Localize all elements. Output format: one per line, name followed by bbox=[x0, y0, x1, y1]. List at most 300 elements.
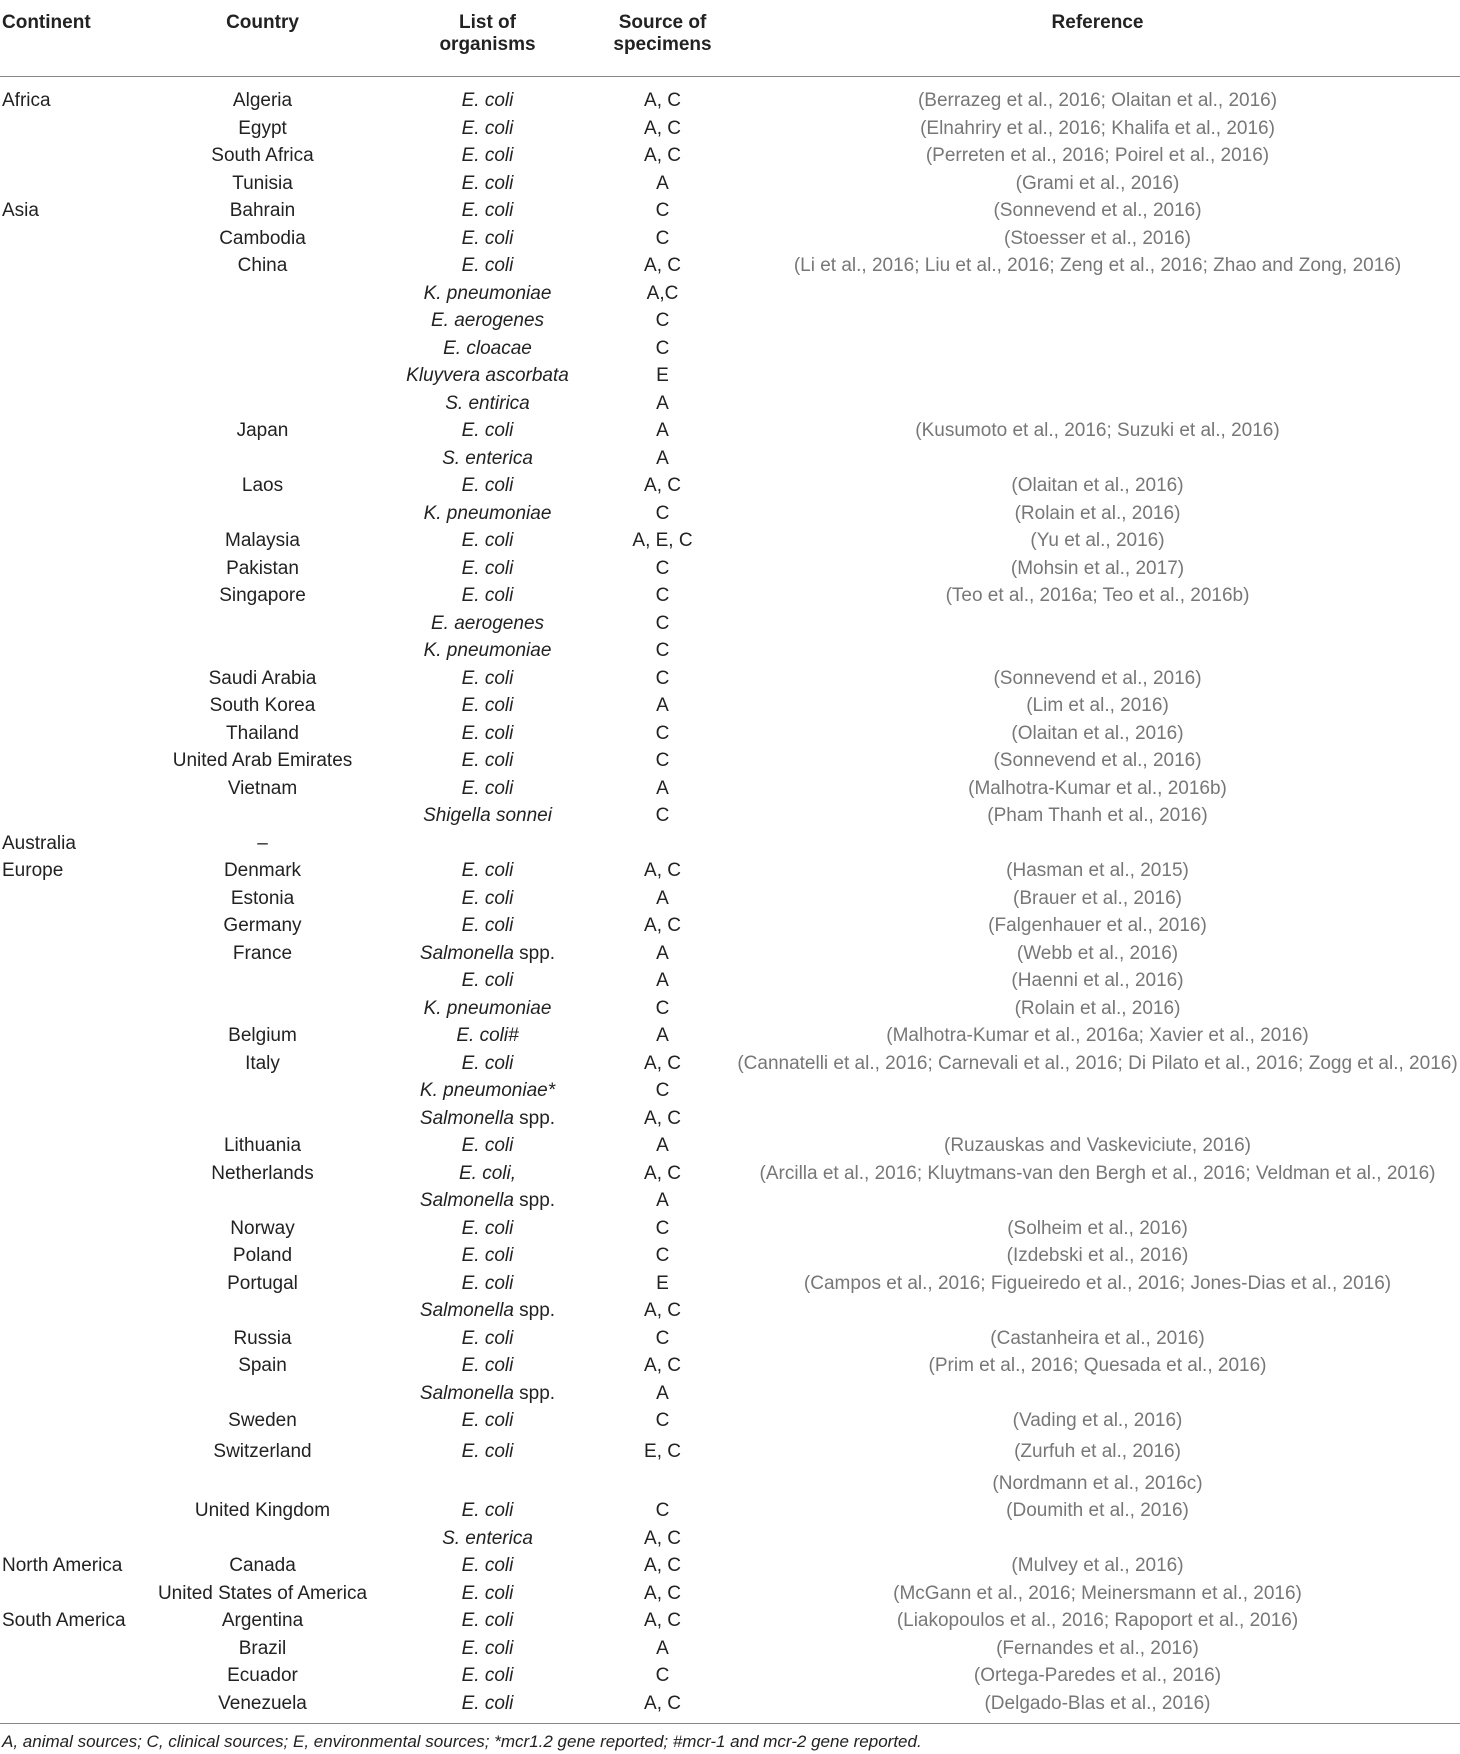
continent-cell bbox=[0, 857, 140, 885]
source-cell-text: C bbox=[655, 640, 670, 661]
country-cell-text: Algeria bbox=[232, 90, 293, 111]
table-row bbox=[0, 1242, 1460, 1270]
reference-cell-text: (Mulvey et al., 2016) bbox=[1011, 1555, 1184, 1576]
organism-cell bbox=[385, 1187, 590, 1215]
reference-cell bbox=[735, 1407, 1460, 1435]
table-row bbox=[0, 1552, 1460, 1580]
reference-cell-text: (Webb et al., 2016) bbox=[1016, 942, 1179, 964]
reference-cell-text: (Yu et al., 2016) bbox=[1030, 530, 1165, 551]
reference-cell-text: (Olaitan et al., 2016) bbox=[1011, 475, 1184, 496]
country-cell-text: Italy bbox=[245, 1052, 280, 1074]
source-cell-text: A, C bbox=[644, 1555, 681, 1576]
table-row bbox=[0, 582, 1460, 610]
source-cell bbox=[590, 1497, 735, 1525]
reference-cell bbox=[735, 115, 1460, 143]
continent-cell bbox=[0, 692, 140, 720]
reference-cell bbox=[735, 637, 1460, 665]
source-cell bbox=[590, 225, 735, 253]
organism-cell bbox=[385, 1580, 590, 1608]
country-cell bbox=[140, 1380, 385, 1408]
reference-cell-text: (Pham Thanh et al., 2016) bbox=[987, 805, 1208, 826]
continent-cell bbox=[0, 1690, 140, 1718]
table-row bbox=[0, 1187, 1460, 1215]
reference-cell bbox=[735, 1077, 1460, 1105]
organism-cell bbox=[385, 1077, 590, 1105]
source-cell bbox=[590, 1215, 735, 1243]
reference-cell bbox=[735, 747, 1460, 775]
country-cell-text: Sweden bbox=[228, 1410, 297, 1431]
source-cell bbox=[590, 1160, 735, 1188]
organism-cell-text: E. coli bbox=[461, 1500, 514, 1521]
reference-cell bbox=[735, 665, 1460, 693]
organism-cell bbox=[385, 115, 590, 143]
country-cell bbox=[140, 115, 385, 143]
organism-cell bbox=[385, 747, 590, 775]
organism-cell bbox=[385, 1132, 590, 1160]
reference-cell-text: (Mohsin et al., 2017) bbox=[1010, 557, 1185, 579]
country-cell-text: Estonia bbox=[230, 887, 295, 909]
source-cell bbox=[590, 1690, 735, 1718]
table-row bbox=[0, 692, 1460, 720]
country-cell bbox=[140, 1215, 385, 1243]
organism-cell bbox=[385, 1160, 590, 1188]
country-cell bbox=[140, 1325, 385, 1353]
source-cell-text: C bbox=[655, 1217, 670, 1239]
reference-cell bbox=[735, 692, 1460, 720]
source-cell bbox=[590, 1022, 735, 1050]
continent-cell bbox=[0, 1050, 140, 1078]
table-row bbox=[0, 610, 1460, 638]
organism-cell-text: E. coli bbox=[461, 117, 514, 139]
continent-cell bbox=[0, 830, 140, 858]
country-cell-text: Poland bbox=[232, 1245, 293, 1266]
country-cell-text: Egypt bbox=[238, 117, 287, 139]
table-row bbox=[0, 967, 1460, 995]
header-continent-label: Continent bbox=[2, 12, 91, 33]
organism-cell bbox=[385, 527, 590, 555]
table-row bbox=[0, 1352, 1460, 1380]
reference-cell bbox=[735, 527, 1460, 555]
source-cell-text: C bbox=[655, 200, 670, 221]
header-organisms bbox=[385, 0, 590, 77]
source-cell bbox=[590, 1470, 735, 1498]
organism-cell bbox=[385, 1242, 590, 1270]
organism-cell bbox=[385, 1407, 590, 1435]
table-row bbox=[0, 1580, 1460, 1608]
organism-cell bbox=[385, 692, 590, 720]
organism-cell-text: E. coli bbox=[461, 1555, 514, 1576]
country-cell bbox=[140, 197, 385, 225]
table-row bbox=[0, 940, 1460, 968]
source-cell bbox=[590, 1580, 735, 1608]
organism-cell bbox=[385, 1022, 590, 1050]
reference-cell bbox=[735, 1552, 1460, 1580]
source-cell-text: C bbox=[655, 227, 670, 249]
reference-cell-text: (Stoesser et al., 2016) bbox=[1004, 227, 1191, 249]
reference-cell bbox=[735, 1242, 1460, 1270]
country-cell bbox=[140, 307, 385, 335]
organism-cell bbox=[385, 472, 590, 500]
organism-cell bbox=[385, 912, 590, 940]
reference-cell bbox=[735, 802, 1460, 830]
reference-cell-text: (Sonnevend et al., 2016) bbox=[993, 750, 1202, 771]
source-cell bbox=[590, 197, 735, 225]
table-row bbox=[0, 1297, 1460, 1325]
country-cell-text: South Korea bbox=[209, 695, 316, 716]
source-cell bbox=[590, 1242, 735, 1270]
country-cell-text: China bbox=[237, 255, 288, 276]
reference-cell bbox=[735, 225, 1460, 253]
continent-cell bbox=[0, 1132, 140, 1160]
table-row bbox=[0, 1690, 1460, 1718]
country-cell bbox=[140, 390, 385, 418]
continent-cell bbox=[0, 472, 140, 500]
table-row bbox=[0, 280, 1460, 308]
source-cell bbox=[590, 1525, 735, 1553]
source-cell bbox=[590, 775, 735, 803]
continent-cell bbox=[0, 940, 140, 968]
continent-cell bbox=[0, 390, 140, 418]
continent-cell bbox=[0, 115, 140, 143]
header-continent bbox=[0, 0, 140, 77]
organism-cell-text: E. coli bbox=[461, 420, 514, 441]
table-row bbox=[0, 500, 1460, 528]
reference-cell bbox=[735, 1132, 1460, 1160]
country-cell bbox=[140, 1077, 385, 1105]
reference-cell-text: (Elnahriry et al., 2016; Khalifa et al., 2016) bbox=[920, 117, 1275, 139]
country-cell-text: Singapore bbox=[219, 585, 306, 606]
table-row bbox=[0, 857, 1460, 885]
source-cell-text: A, C bbox=[644, 90, 681, 111]
organism-cell bbox=[385, 307, 590, 335]
continent-cell bbox=[0, 1160, 140, 1188]
table-row bbox=[0, 1470, 1460, 1498]
table-row bbox=[0, 775, 1460, 803]
reference-cell-text: (Malhotra-Kumar et al., 2016b) bbox=[968, 777, 1227, 799]
table-row bbox=[0, 995, 1460, 1023]
organism-cell-text: E. coli bbox=[461, 1665, 514, 1686]
source-cell bbox=[590, 1187, 735, 1215]
country-cell-text: Venezuela bbox=[218, 1692, 307, 1714]
source-cell bbox=[590, 1132, 735, 1160]
organism-cell-text: K. pneumoniae bbox=[423, 282, 552, 304]
organism-cell-text: Salmonella bbox=[419, 1382, 514, 1404]
continent-cell bbox=[0, 1242, 140, 1270]
country-cell bbox=[140, 77, 385, 115]
continent-cell bbox=[0, 307, 140, 335]
source-cell-text: A bbox=[656, 1190, 669, 1211]
country-cell-text: Bahrain bbox=[229, 200, 296, 221]
source-cell bbox=[590, 1552, 735, 1580]
header-organisms-line-2: organisms bbox=[439, 34, 536, 55]
source-cell-text: A bbox=[656, 1382, 669, 1404]
source-cell-text: A, C bbox=[644, 1162, 681, 1184]
source-cell bbox=[590, 967, 735, 995]
reference-cell bbox=[735, 1050, 1460, 1078]
source-cell bbox=[590, 252, 735, 280]
organism-cell bbox=[385, 142, 590, 170]
country-cell bbox=[140, 142, 385, 170]
reference-cell bbox=[735, 445, 1460, 473]
country-cell-text: Tunisia bbox=[232, 172, 293, 194]
country-cell bbox=[140, 1187, 385, 1215]
continent-cell bbox=[0, 1525, 140, 1553]
country-cell-text: France bbox=[232, 942, 293, 964]
header-organisms-line-1: List of bbox=[459, 12, 516, 33]
continent-cell bbox=[0, 665, 140, 693]
table-row bbox=[0, 1105, 1460, 1133]
continent-cell bbox=[0, 197, 140, 225]
table-row bbox=[0, 1607, 1460, 1635]
reference-cell bbox=[735, 1580, 1460, 1608]
table-row bbox=[0, 912, 1460, 940]
source-cell-text: A bbox=[656, 1637, 669, 1659]
organism-cell bbox=[385, 1525, 590, 1553]
source-cell bbox=[590, 417, 735, 445]
country-cell bbox=[140, 1552, 385, 1580]
reference-cell-text: (Haenni et al., 2016) bbox=[1011, 970, 1184, 991]
table-row bbox=[0, 527, 1460, 555]
source-cell-text: C bbox=[655, 722, 670, 744]
source-cell bbox=[590, 1297, 735, 1325]
reference-cell bbox=[735, 1105, 1460, 1133]
organism-cell bbox=[385, 830, 590, 858]
reference-cell-text: (Liakopoulos et al., 2016; Rapoport et al., 2016) bbox=[896, 1610, 1299, 1631]
reference-cell bbox=[735, 1635, 1460, 1663]
reference-cell bbox=[735, 142, 1460, 170]
source-cell-text: C bbox=[655, 612, 670, 634]
country-cell bbox=[140, 1297, 385, 1325]
continent-cell bbox=[0, 995, 140, 1023]
source-cell-text: E bbox=[656, 1272, 669, 1294]
organism-cell-text: E. coli bbox=[461, 1217, 514, 1239]
source-cell bbox=[590, 912, 735, 940]
country-cell bbox=[140, 335, 385, 363]
organism-cell bbox=[385, 280, 590, 308]
table-row bbox=[0, 417, 1460, 445]
table-row bbox=[0, 1635, 1460, 1663]
country-cell bbox=[140, 417, 385, 445]
country-cell bbox=[140, 225, 385, 253]
country-cell bbox=[140, 1497, 385, 1525]
organism-cell-text: E. coli bbox=[461, 172, 514, 194]
reference-cell-text: (Zurfuh et al., 2016) bbox=[1014, 1441, 1181, 1463]
organism-cell-text: E. coli bbox=[461, 1410, 514, 1431]
source-cell-text: C bbox=[655, 1080, 670, 1101]
country-cell bbox=[140, 252, 385, 280]
header-reference-label: Reference bbox=[1051, 12, 1144, 33]
country-cell bbox=[140, 1690, 385, 1718]
organism-cell-text: E. coli bbox=[461, 1637, 514, 1659]
country-cell bbox=[140, 1105, 385, 1133]
organism-cell-text: E. coli bbox=[461, 1441, 514, 1463]
source-cell-text: C bbox=[655, 997, 670, 1019]
continent-cell bbox=[0, 142, 140, 170]
reference-cell bbox=[735, 1215, 1460, 1243]
header-country-label: Country bbox=[226, 12, 299, 33]
source-cell-text: A, C bbox=[644, 860, 681, 881]
country-cell-text: Japan bbox=[236, 420, 289, 441]
country-cell bbox=[140, 720, 385, 748]
reference-cell bbox=[735, 775, 1460, 803]
reference-cell-text: (Izdebski et al., 2016) bbox=[1006, 1245, 1189, 1266]
table-row bbox=[0, 637, 1460, 665]
reference-cell-text: (Ruzauskas and Vaskeviciute, 2016) bbox=[944, 1135, 1251, 1156]
reference-cell bbox=[735, 1497, 1460, 1525]
reference-cell bbox=[735, 1435, 1460, 1470]
organism-cell bbox=[385, 77, 590, 115]
reference-cell bbox=[735, 1270, 1460, 1298]
source-cell-text: C bbox=[655, 805, 670, 826]
source-cell-text: A, C bbox=[644, 1355, 681, 1376]
table-row bbox=[0, 747, 1460, 775]
continent-cell bbox=[0, 1580, 140, 1608]
country-cell-text: Germany bbox=[223, 915, 302, 936]
continent-cell bbox=[0, 720, 140, 748]
reference-cell-text: (Sonnevend et al., 2016) bbox=[993, 200, 1202, 221]
organism-cell-text: E. coli bbox=[461, 145, 514, 166]
organism-cell-text: E. coli bbox=[461, 915, 514, 936]
continent-cell bbox=[0, 500, 140, 528]
reference-cell-text: (Solheim et al., 2016) bbox=[1007, 1217, 1188, 1239]
organism-cell-text: S. enterica bbox=[442, 447, 533, 469]
table-row bbox=[0, 170, 1460, 198]
source-cell-text: A, C bbox=[644, 1052, 681, 1074]
organism-cell bbox=[385, 1325, 590, 1353]
reference-cell bbox=[735, 1160, 1460, 1188]
source-cell-text: E, C bbox=[644, 1441, 681, 1463]
country-cell bbox=[140, 747, 385, 775]
country-cell bbox=[140, 1662, 385, 1690]
country-cell-text: – bbox=[257, 832, 268, 854]
country-cell bbox=[140, 582, 385, 610]
organism-cell-text: E. coli bbox=[461, 1355, 514, 1376]
reference-cell-text: (Fernandes et al., 2016) bbox=[996, 1637, 1199, 1659]
reference-cell bbox=[735, 1352, 1460, 1380]
organism-cell-text: E. coli bbox=[461, 1327, 514, 1349]
continent-cell bbox=[0, 1270, 140, 1298]
country-cell bbox=[140, 1050, 385, 1078]
reference-cell bbox=[735, 170, 1460, 198]
continent-cell bbox=[0, 335, 140, 363]
organism-cell bbox=[385, 610, 590, 638]
organism-cell-text: Salmonella bbox=[419, 942, 514, 964]
organism-cell bbox=[385, 1215, 590, 1243]
source-cell-text: A, C bbox=[644, 475, 681, 496]
source-cell bbox=[590, 115, 735, 143]
continent-cell bbox=[0, 1552, 140, 1580]
organism-cell bbox=[385, 885, 590, 913]
organism-cell-text: E. coli bbox=[461, 1582, 514, 1604]
country-cell-text: Ecuador bbox=[227, 1665, 298, 1686]
organism-cell-text: E. coli bbox=[461, 1052, 514, 1074]
reference-cell-text: (Arcilla et al., 2016; Kluytmans-van den Bergh et al., 2016; Veldman et al., 2016) bbox=[759, 1162, 1436, 1184]
organism-cell-text: Kluyvera ascorbata bbox=[406, 365, 569, 386]
source-cell-text: A bbox=[656, 392, 669, 414]
reference-cell bbox=[735, 1525, 1460, 1553]
organism-suffix-text: spp. bbox=[513, 1300, 556, 1321]
reference-cell bbox=[735, 1662, 1460, 1690]
source-cell bbox=[590, 940, 735, 968]
reference-cell-text: (Lim et al., 2016) bbox=[1026, 695, 1169, 716]
continent-cell bbox=[0, 1215, 140, 1243]
organism-cell-text: E. coli bbox=[461, 90, 514, 111]
country-cell bbox=[140, 830, 385, 858]
organism-cell bbox=[385, 1635, 590, 1663]
country-cell-text: Denmark bbox=[223, 860, 302, 881]
country-cell bbox=[140, 472, 385, 500]
source-cell bbox=[590, 1435, 735, 1470]
country-cell bbox=[140, 1022, 385, 1050]
reference-cell bbox=[735, 995, 1460, 1023]
reference-cell bbox=[735, 1380, 1460, 1408]
organism-cell-text: E. coli bbox=[461, 860, 514, 881]
continent-cell bbox=[0, 170, 140, 198]
organism-cell-text: E. coli bbox=[461, 1245, 514, 1266]
continent-cell bbox=[0, 1077, 140, 1105]
country-cell-text: United Arab Emirates bbox=[172, 750, 353, 771]
organism-cell-text: E. coli bbox=[461, 750, 514, 771]
table-row bbox=[0, 1270, 1460, 1298]
table-header bbox=[0, 0, 1460, 77]
source-cell bbox=[590, 747, 735, 775]
organism-cell-text: E. coli bbox=[461, 475, 514, 496]
reference-cell bbox=[735, 500, 1460, 528]
organism-cell-text: E. coli bbox=[461, 200, 514, 221]
organism-cell bbox=[385, 720, 590, 748]
organism-cell bbox=[385, 555, 590, 583]
organism-cell bbox=[385, 1690, 590, 1718]
table-row bbox=[0, 1325, 1460, 1353]
country-cell bbox=[140, 940, 385, 968]
continent-cell bbox=[0, 252, 140, 280]
table-row bbox=[0, 885, 1460, 913]
source-cell bbox=[590, 527, 735, 555]
organism-cell-text: K. pneumoniae bbox=[423, 640, 552, 661]
source-cell-text: C bbox=[655, 1245, 670, 1266]
organism-suffix-text: spp. bbox=[513, 1190, 556, 1211]
continent-cell bbox=[0, 1297, 140, 1325]
source-cell bbox=[590, 610, 735, 638]
table-row bbox=[0, 115, 1460, 143]
organism-cell bbox=[385, 1352, 590, 1380]
country-cell bbox=[140, 665, 385, 693]
continent-cell bbox=[0, 1325, 140, 1353]
continent-cell bbox=[0, 225, 140, 253]
reference-cell bbox=[735, 335, 1460, 363]
reference-cell bbox=[735, 967, 1460, 995]
reference-cell bbox=[735, 885, 1460, 913]
reference-cell-text: (Rolain et al., 2016) bbox=[1014, 997, 1181, 1019]
reference-cell bbox=[735, 1470, 1460, 1498]
source-cell bbox=[590, 995, 735, 1023]
organism-cell bbox=[385, 197, 590, 225]
reference-cell bbox=[735, 1187, 1460, 1215]
organism-cell bbox=[385, 1297, 590, 1325]
table-row bbox=[0, 555, 1460, 583]
organism-cell-text: Shigella sonnei bbox=[423, 805, 552, 826]
reference-cell-text: (Rolain et al., 2016) bbox=[1014, 502, 1181, 524]
organism-cell-text: E. coli bbox=[461, 227, 514, 249]
country-cell bbox=[140, 1270, 385, 1298]
reference-cell bbox=[735, 362, 1460, 390]
reference-cell-text: (Sonnevend et al., 2016) bbox=[993, 667, 1202, 689]
country-cell-text: Argentina bbox=[221, 1610, 304, 1631]
continent-cell-text: Europe bbox=[2, 860, 64, 881]
country-cell bbox=[140, 637, 385, 665]
continent-cell bbox=[0, 1105, 140, 1133]
reference-cell-text: (Doumith et al., 2016) bbox=[1006, 1500, 1189, 1521]
